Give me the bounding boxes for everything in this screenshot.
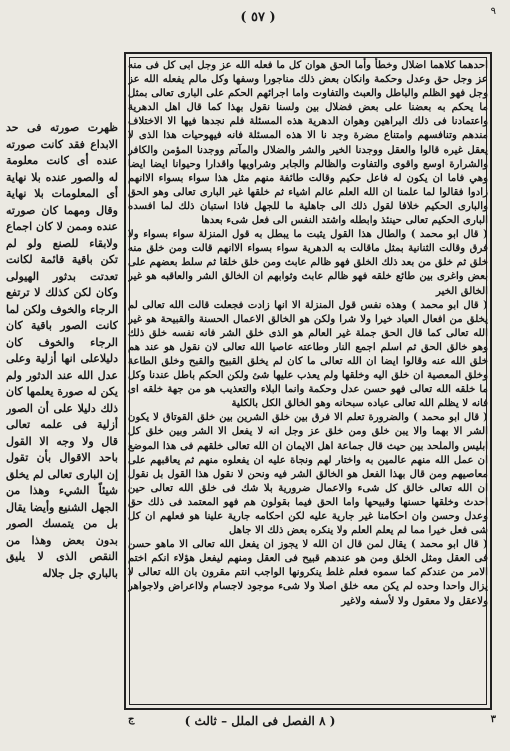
margin-commentary: ظهرت صورته فى حد الابداع فقد كانت صورته عنده أى كانت معلومة له والصور عنده بلا نهاية أى المعلومات بلا نهاية وقال ومهما كان صورته عنده وممن لا كان اجماع ولابقاء للصنع ولو لم تكن باقية قائمة لكانت تعدتت بدثور الهيولى وكان لكن كذلك لا ترتفع الرجاء والخوف ولكن لما كانت الصور باقية كان الرجاء والخوف كان دليلاعلى انها أزلية وعلى عدل الله عند الدثور ولم يكن له صورة يعلمها كان ذلك دليلا على أن الصور أزلية فى علمه تعالى قال ولا وجه الا القول باحد الاقوال بأن تقول إن البارى تعالى لم يخلق شيئاً الشيء وهذا من الجهل الشنيع وأيضا يقال بل من يتمسك الصور بدون بعض وهذا من النقص الذى لا يليق بالباري جل جلاله xyxy=(6,121,118,580)
paragraph: ( قال ابو محمد ) والطال هذا القول يثبت ما يبطل به قول المنزلة سواء بسواء ولا فرق وقالت الثنانية بمثل ماقالت به الدهرية سواء بسواء الاانهم قالت ومن خلق منه خلق ثم خلق من بعد ذلك الخلق فهو ظالم عابث ومن خلق خلقا ثم سلط بعضهم على بعض واغرى بين طائع خلقه فهو ظالم عابث وثوابهم ان الخالق الشر والعاقبه هو غير الخالق الخير xyxy=(128,228,488,297)
page-number: ( ٥٧ ) xyxy=(240,10,276,25)
paragraph: ( قال ابو محمد ) يقال لمن قال ان الله لا يجوز ان يفعل الله تعالى الا ماهو حسن فى العقل ومثل الخلق ومن هو عندهم قبيح فى العقل ومنهم ليفعل هؤلاء انكم اختم الامر من عندكم كما سموه فعلم غلط ينكرونها الواجب انتم مقرون بان الله تعالى لا يزال واحدا وحده لم يكن معه خلق اصلا ولا شىء موجود لاجسام ولااعراض ولاجواهر ولاعقل ولا معقول ولا لأسفه ولاغير xyxy=(128,538,488,607)
paragraph: احدهما كلاهما اضلال وخطأ وأما الحق هوان كل ما فعله الله عز وجل ابى كل فى منه عز وجل حق وعدل وحكمة وانكان بعض ذلك مناجورا وسفها وكل مالم يفعله الله عز وجل فهو الظلم والباطل والعبث والتفاوت واما اجرائهم الحكم على البارى تعالى بمثل ما يحكم به بعضنا على بعض فضلال بين ولسنا نقول بهذا كما قال اهل الدهرية واعتمادنا فى ذلك البراهين وهوان الدهرية هذه المسئلة فلم نجدها فيها الا الاختلاف مندهم وتنافسهم وامتناع مضرة وجد نا الا هذه المسئلة فانه فيهوحيات هذا الذى لا يعقل غيره قالوا والعقل ووجدنا الخير والشر والضلال والمآتم ووجدنا المؤمن والكافر والشرارة اوسع واقوى والتفاوت والظالم والجابر وشراويها واقدارا وحيوانا ايضا ايضا وهي فاما ان يكون له فاعل حكيم وقالت طائفة منهم مثل هذا سواء بسواء الاانهم زادوا فقالوا لما علمنا ان الله العلم عالم اشياء ثم خلقها غير البارى تعالى وهو الحق والبارى الحكيم خلافا لقول ذلك الى جاهلية ما للجهل فاذا استبان ذلك لما افسده البارى الحكيم تعالى حينئذ وابطله واشتد النفس الى فعل شىء بعدها xyxy=(128,59,488,227)
corner-mark: ٩ xyxy=(490,6,496,17)
paragraph: ( قال ابو محمد ) وهذه نفس قول المنزلة الا انها زادت فجعلت قالت الله تعالى لم يخلق من افعال العباد خيرا ولا شرا ولكن هو الخالق الاعمال الحسنة والقبيحة هو غير الله تعالى كما قال الحق جملة غير العالم هو الذى خلق الشر فانه نفسه خلق ذلك وهو خالق الحق ثم اسلم اجمع النار وطاعته عاصيا الله تعالى لان نقول هو عند هم خلق الله عنه وقالوا ايضا ان الله تعالى ما كان لم يخلق القبيح والقبح وخلق الطاعة وخلق المعصية ان خلق اليه وخلقها ولم يعذب عليها شئ ولكن الحكم باطل عندنا وكل ما خلقه الله تعالى فهو حسن عدل وحكمة وانما البلاء والتعذيب هو من جهة خلقه اى فانه لا يظلم الله تعالى عباده سبحانه وهو الخالق الكل بالكلية xyxy=(128,298,488,410)
footer-right-mark: ٣ xyxy=(490,714,496,725)
page-footer xyxy=(0,714,510,738)
main-text-block xyxy=(128,58,488,704)
footer-left-mark: ج xyxy=(128,714,135,725)
paragraph: ( قال ابو محمد ) والضرورة تعلم الا فرق بين خلق الشرين بين خلق القوتاق لا يكون الشر الا بهما والا يبن خلق ومن خلق عز وجل انه لا يفعل الا الشر وبين خلق كل ابليس والملحد بين حيث قال جماعة اهل الايمان ان الله تعالى خلقهم فى هذا الموضع ان عمل الله منهم عالمين به واختار لهم ونجاة عليه ان يفعلوه منهم ثم يعاقبهم على معاصيهم ومن قال بهذا الفعل هو الخالق الشر فيه ونحن لا نقول هذا القول بل نقول ان الله تعالى خالق كل شىء والاعمال ضرورية بلا شك فى خلق الله تعالى حين احدث وخلقها حسنها وقبيحها واما الحق فيما بقولون هم فهو المعتمد فى ذلك حق وعدل وحسن وان احكامنا غير جارية عليه لكن احكامه جارية علينا هو فعلهم ان كل شى فعل خيرا مما لم يعلم العلم ولا ينكره بعض ذلك الا جاهل xyxy=(128,411,488,537)
printer-signature: ( ٨ الفصل فى الملل – ثالث ) xyxy=(184,714,336,728)
